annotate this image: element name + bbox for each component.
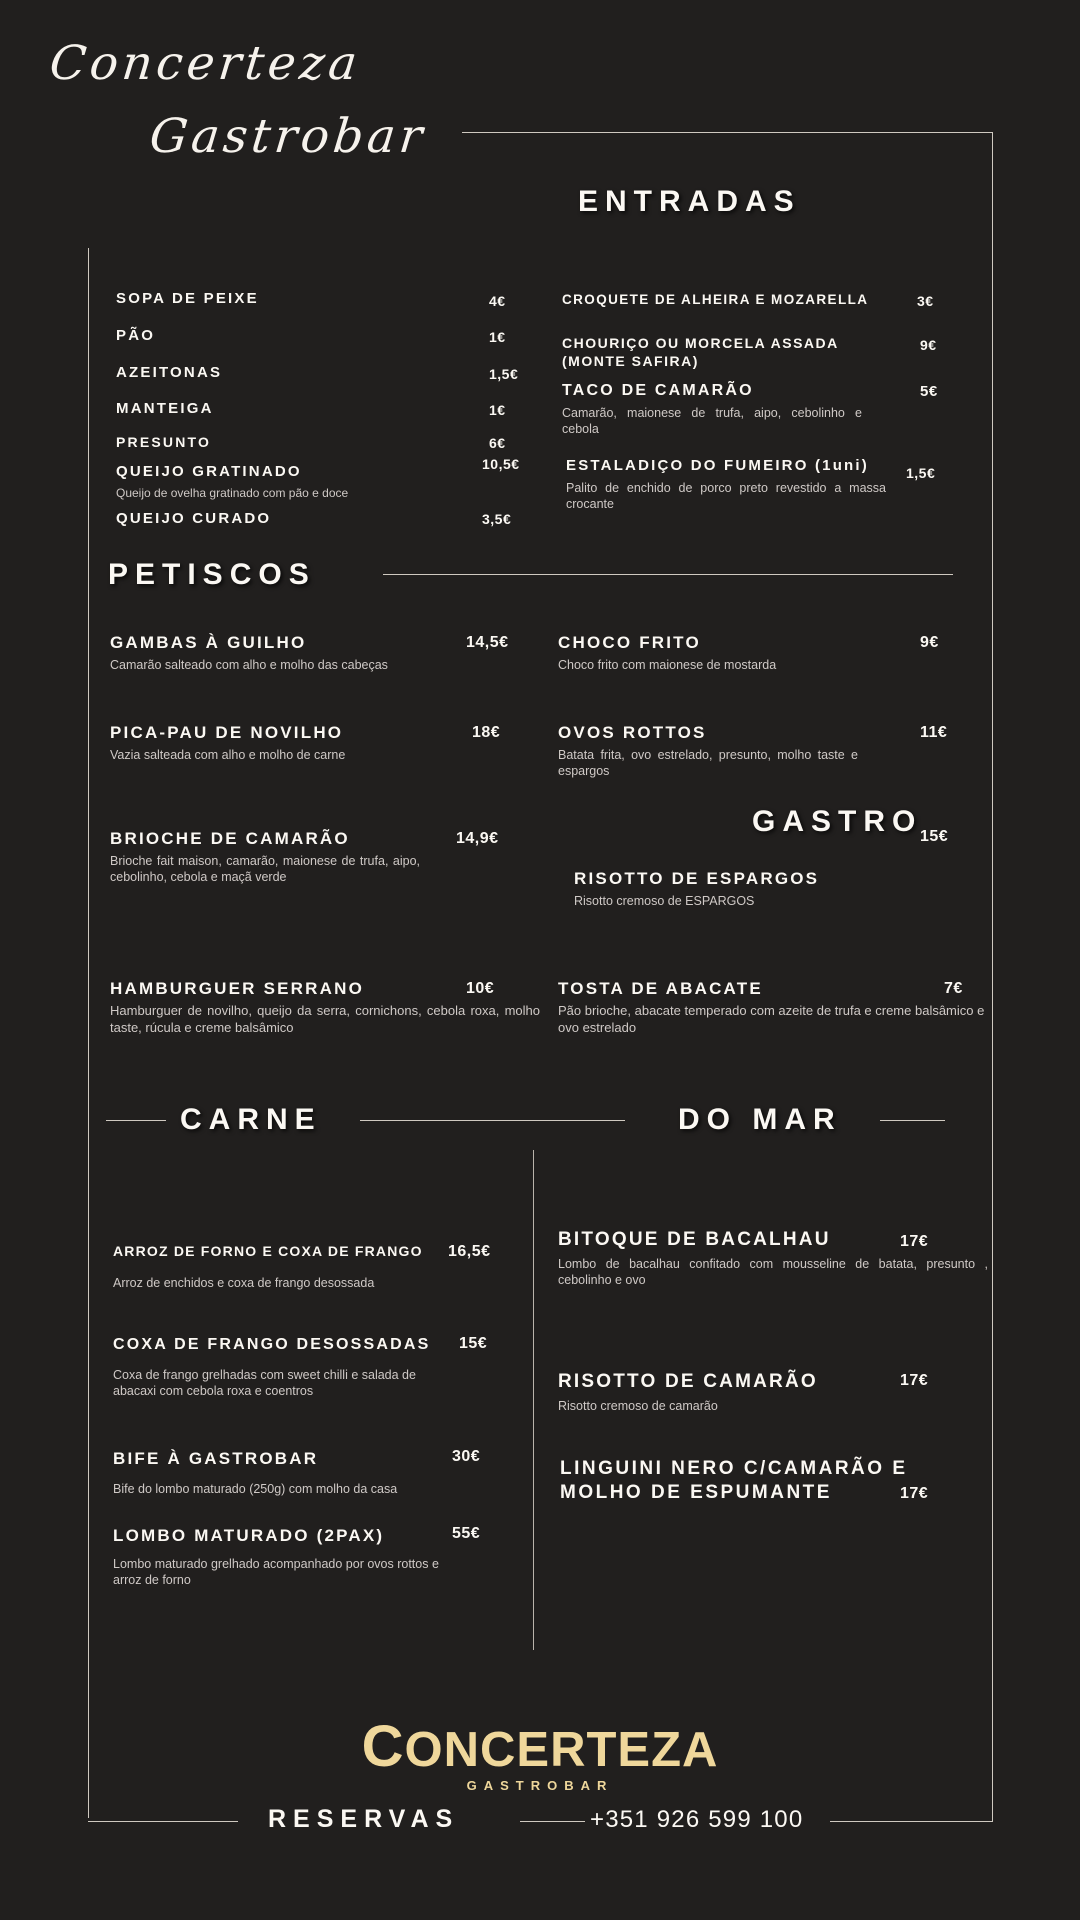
- section-heading-gastro: GASTRO: [752, 805, 923, 838]
- menu-item: [116, 400, 406, 419]
- item-price: 3,5€: [482, 511, 512, 527]
- item-name: OVOS ROTTOS: [558, 723, 707, 742]
- menu-item: [558, 978, 988, 1037]
- item-price: 6€: [489, 435, 506, 451]
- item-name: PICA-PAU DE NOVILHO: [110, 723, 344, 742]
- column-divider: [533, 1150, 534, 1650]
- item-name: AZEITONAS: [116, 364, 223, 381]
- item-description: Bife do lombo maturado (250g) com molho da casa: [113, 1482, 398, 1497]
- item-name: COXA DE FRANGO DESOSSADAS: [113, 1336, 431, 1353]
- item-price: 5€: [920, 383, 938, 400]
- item-name: RISOTTO DE CAMARÃO: [558, 1371, 818, 1392]
- item-description: Queijo de ovelha gratinado com pão e doce: [116, 485, 349, 500]
- item-description: Coxa de frango grelhadas com sweet chilli e salada de abacaxi com cebola roxa e coentros: [113, 1368, 416, 1398]
- menu-item: [116, 463, 416, 501]
- frame-line-bottom-mid: [520, 1821, 585, 1822]
- item-price: 17€: [900, 1233, 929, 1250]
- menu-item: [113, 1448, 433, 1497]
- section-rule-petiscos: [383, 574, 953, 575]
- item-name: CHOURIÇO OU MORCELA ASSADA (MONTE SAFIRA): [562, 335, 839, 369]
- item-description: Vazia salteada com alho e molho de carne: [110, 748, 346, 763]
- item-price: 7€: [944, 980, 963, 997]
- menu-item: [562, 292, 907, 309]
- item-name: HAMBURGUER SERRANO: [110, 979, 364, 998]
- footer-logo-initial: C: [361, 1714, 405, 1779]
- section-rule-carne-right: [360, 1120, 625, 1121]
- frame-line-left: [88, 248, 89, 1818]
- menu-item: [566, 457, 891, 512]
- menu-item: [562, 381, 872, 437]
- item-price: 3€: [917, 293, 934, 309]
- menu-item: [116, 510, 406, 529]
- menu-item: [110, 722, 440, 763]
- item-name: CROQUETE DE ALHEIRA E MOZARELLA: [562, 292, 869, 307]
- section-rule-do-mar: [880, 1120, 945, 1121]
- footer-logo-text: ONCERTEZA: [404, 1723, 719, 1777]
- item-price: 4€: [489, 293, 506, 309]
- item-name: SOPA DE PEIXE: [116, 290, 259, 307]
- item-name: QUEIJO CURADO: [116, 510, 272, 527]
- menu-item: [113, 1243, 433, 1291]
- item-price: 18€: [472, 724, 501, 741]
- item-name: QUEIJO GRATINADO: [116, 463, 302, 480]
- item-price: 1,5€: [489, 366, 519, 382]
- item-description: Lombo maturado grelhado acompanhado por ovos rottos e arroz de forno: [113, 1557, 439, 1588]
- menu-item: [116, 327, 406, 346]
- item-description: Palito de enchido de porco preto revestido a massa crocante: [566, 480, 886, 511]
- menu-item: [558, 632, 888, 673]
- item-name: BITOQUE DE BACALHAU: [558, 1229, 831, 1250]
- item-name: BIFE À GASTROBAR: [113, 1449, 319, 1468]
- menu-item: [558, 722, 888, 779]
- item-name: LINGUINI NERO C/CAMARÃO E MOLHO DE ESPUMANTE: [560, 1458, 908, 1503]
- section-heading-petiscos: PETISCOS: [108, 558, 316, 591]
- item-price: 9€: [920, 634, 939, 651]
- menu-item: [116, 290, 406, 309]
- item-description: Risotto cremoso de ESPARGOS: [574, 894, 755, 909]
- item-name: RISOTTO DE ESPARGOS: [574, 869, 820, 888]
- menu-item: [574, 868, 904, 909]
- item-price: 17€: [900, 1372, 929, 1389]
- menu-item: [110, 828, 450, 885]
- frame-line-right: [992, 132, 993, 1822]
- section-heading-do-mar: DO MAR: [678, 1103, 842, 1136]
- item-description: Hamburguer de novilho, queijo da serra, cornichons, cebola roxa, molho taste, rúcula e creme balsâmico: [110, 1003, 540, 1035]
- item-name: BRIOCHE DE CAMARÃO: [110, 829, 350, 848]
- section-heading-carne: CARNE: [180, 1103, 322, 1136]
- item-name: LOMBO MATURADO (2PAX): [113, 1526, 385, 1545]
- item-name: TACO DE CAMARÃO: [562, 382, 754, 399]
- item-price: 15€: [459, 1335, 488, 1352]
- reservations-label: RESERVAS: [268, 1805, 460, 1833]
- reservations-phone[interactable]: +351 926 599 100: [590, 1806, 804, 1833]
- item-price: 11€: [920, 724, 948, 741]
- item-description: Camarão salteado com alho e molho das cabeças: [110, 658, 388, 673]
- item-name: PÃO: [116, 327, 156, 344]
- brand-script-line-1: Concerteza: [47, 36, 364, 91]
- menu-item: [116, 434, 406, 452]
- frame-line-bottom-right: [830, 1821, 993, 1822]
- section-heading-entradas: ENTRADAS: [578, 185, 801, 218]
- menu-item: [113, 1335, 433, 1399]
- menu-item: [113, 1525, 443, 1588]
- item-price: 14,9€: [456, 830, 499, 847]
- item-price: 1,5€: [906, 465, 936, 481]
- menu-item: [110, 632, 440, 673]
- footer-logo: [0, 1713, 1080, 1780]
- item-name: TOSTA DE ABACATE: [558, 979, 763, 998]
- item-description: Choco frito com maionese de mostarda: [558, 658, 777, 673]
- item-price: 1€: [489, 329, 506, 345]
- section-rule-carne-left: [106, 1120, 166, 1121]
- item-name: ARROZ DE FORNO E COXA DE FRANGO: [113, 1243, 423, 1259]
- item-description: Camarão, maionese de trufa, aipo, cebolinho e cebola: [562, 406, 862, 436]
- item-name: GAMBAS À GUILHO: [110, 633, 307, 652]
- item-price: 9€: [920, 337, 937, 353]
- item-name: MANTEIGA: [116, 400, 214, 417]
- menu-item: [562, 335, 882, 370]
- item-description: Arroz de enchidos e coxa de frango desossada: [113, 1275, 375, 1290]
- item-description: Brioche fait maison, camarão, maionese de trufa, aipo, cebolinho, cebola e maçã verde: [110, 854, 420, 885]
- item-price: 1€: [489, 402, 506, 418]
- item-price: 10,5€: [482, 456, 520, 472]
- item-name: PRESUNTO: [116, 434, 212, 450]
- frame-line-top: [462, 132, 993, 133]
- frame-line-bottom-left: [88, 1821, 238, 1822]
- item-description: Lombo de bacalhau confitado com mousseline de batata, presunto , cebolinho e ovo: [558, 1256, 988, 1287]
- item-price: 15€: [920, 828, 949, 845]
- item-name: ESTALADIÇO DO FUMEIRO (1uni): [566, 457, 869, 474]
- item-price: 16,5€: [448, 1243, 491, 1260]
- item-price: 17€: [900, 1485, 929, 1502]
- menu-item: [116, 364, 406, 383]
- item-price: 14,5€: [466, 634, 509, 651]
- item-description: Batata frita, ovo estrelado, presunto, molho taste e espargos: [558, 748, 858, 779]
- item-description: Risotto cremoso de camarão: [558, 1398, 718, 1413]
- item-description: Pão brioche, abacate temperado com azeite de trufa e creme balsâmico e ovo estrelado: [558, 1003, 985, 1035]
- item-name: CHOCO FRITO: [558, 633, 701, 652]
- footer-logo-subtitle: GASTROBAR: [466, 1778, 614, 1793]
- brand-script-line-2: Gastrobar: [147, 109, 429, 164]
- item-price: 55€: [452, 1525, 481, 1542]
- brand-script-logo: [40, 36, 490, 164]
- item-price: 30€: [452, 1448, 481, 1465]
- item-price: 10€: [466, 980, 495, 997]
